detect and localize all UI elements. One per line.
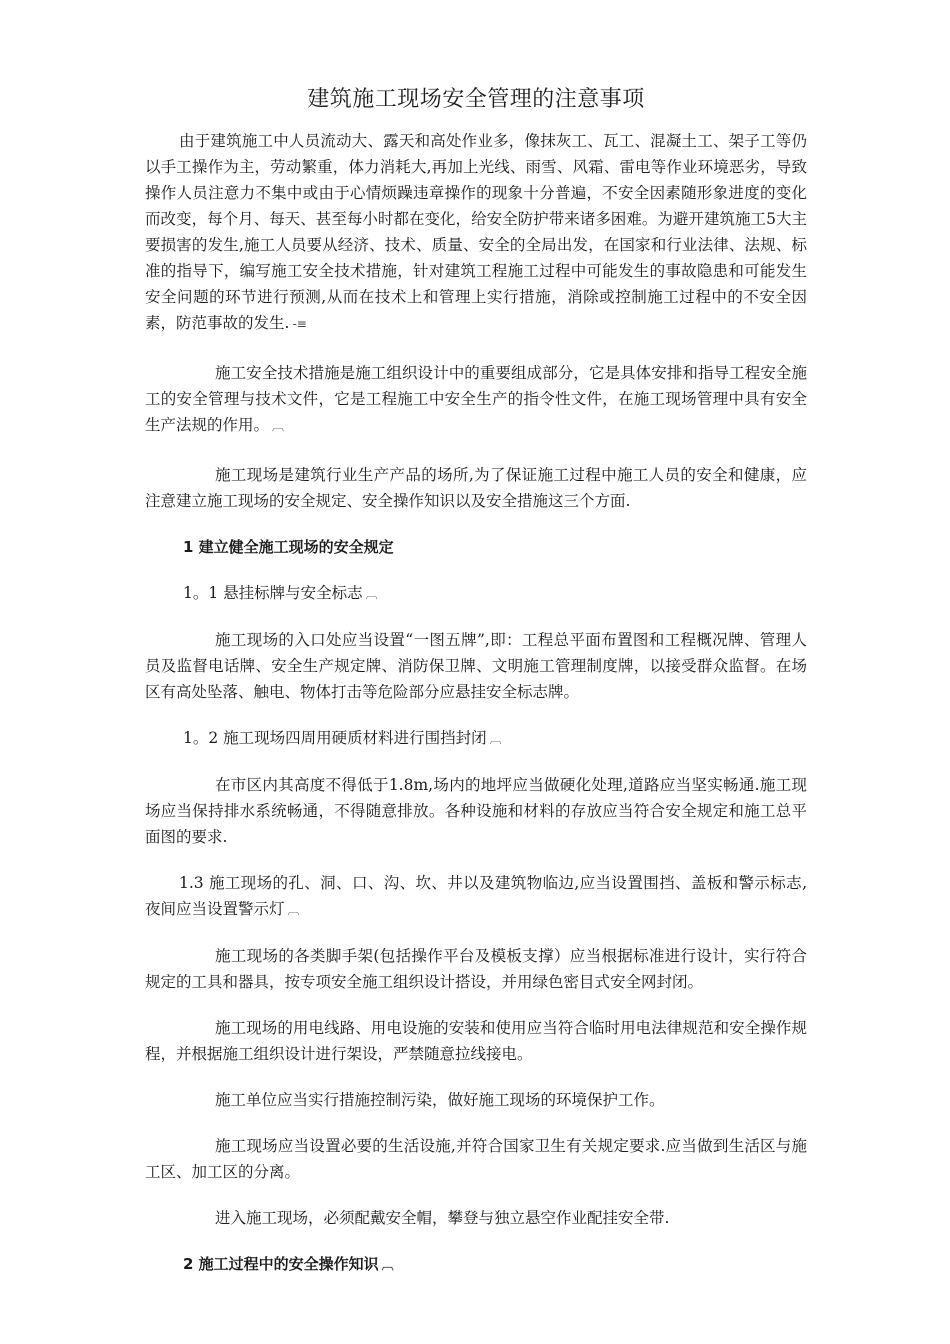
paragraph-mark-icon: ︹ bbox=[272, 419, 285, 433]
subsection-1-3 bbox=[145, 870, 807, 923]
subsection-1-1 bbox=[145, 580, 807, 607]
paragraph-mark-icon: ︹ bbox=[365, 587, 378, 601]
subsection-1-2-text: 1。2 施工现场四周用硬质材料进行围挡封闭 bbox=[183, 729, 487, 747]
paragraph-8: 施工现场的用电线路、用电设施的安装和使用应当符合临时用电法律规范和安全操作规程，并根据施工组织设计进行架设，严禁随意拉线接电。 bbox=[145, 1019, 807, 1063]
paragraph-2 bbox=[145, 360, 807, 439]
document-page bbox=[145, 70, 807, 1278]
intro-paragraph bbox=[145, 128, 807, 337]
paragraph-2-text: 施工安全技术措施是施工组织设计中的重要组成部分，它是具体安排和指导工程安全施工的安全管理与技术文件，它是工程施工中安全生产的指令性文件，在施工现场管理中具有安全生产法规的作用。 bbox=[145, 364, 807, 434]
paragraph-10: 施工现场应当设置必要的生活设施,并符合国家卫生有关规定要求.应当做到生活区与施工区、加工区的分离。 bbox=[145, 1137, 807, 1181]
paragraph-4: 施工现场的入口处应当设置“一图五牌”,即：工程总平面布置图和工程概况牌、管理人员及监督电话牌、安全生产规定牌、消防保卫牌、文明施工管理制度牌，以接受群众监督。在场区有高处坠落、触电、物体打击等危险部分应悬挂安全标志牌。 bbox=[145, 631, 807, 701]
paragraph-11: 进入施工现场，必须配戴安全帽，攀登与独立悬空作业配挂安全带. bbox=[215, 1209, 670, 1227]
document-title: 建筑施工现场安全管理的注意事项 bbox=[307, 87, 645, 112]
paragraph-mark-icon: ︹ bbox=[287, 903, 300, 917]
section-heading-1: 1 建立健全施工现场的安全规定 bbox=[183, 538, 394, 556]
section-heading-2-text: 2 施工过程中的安全操作知识 bbox=[183, 1255, 379, 1273]
paragraph-7: 施工现场的各类脚手架(包括操作平台及模板支撑）应当根据标准进行设计，实行符合规定的工具和器具，按专项安全施工组织设计搭设，并用绿色密目式安全网封闭。 bbox=[145, 947, 807, 991]
paragraph-mark-icon: -≡ bbox=[292, 317, 307, 331]
paragraph-mark-icon: ︹ bbox=[489, 732, 502, 746]
subsection-1-3-text: 1.3 施工现场的孔、洞、口、沟、坎、井以及建筑物临边,应当设置围挡、盖板和警示标志,夜间应当设置警示灯 bbox=[145, 874, 807, 918]
intro-text: 由于建筑施工中人员流动大、露天和高处作业多，像抹灰工、瓦工、混凝土工、架子工等仍以手工操作为主，劳动繁重，体力消耗大,再加上光线、雨雪、风霜、雷电等作业环境恶劣，导致操作人员注意力不集中或由于心情烦躁违章操作的现象十分普遍，不安全因素随形象进度的变化而改变，每个月、每天、甚至每小时都在变化，给安全防护带来诸多困难。为避开建筑施工5大主要损害的发生,施工人员要从经济、技术、质量、安全的全局出发，在国家和行业法律、法规、标准的指导下，编写施工安全技术措施，针对建筑工程施工过程中可能发生的事故隐患和可能发生安全问题的环节进行预测,从而在技术上和管理上实行措施，消除或控制施工过程中的不安全因素，防范事故的发生. bbox=[145, 132, 807, 332]
subsection-1-2 bbox=[145, 725, 807, 752]
paragraph-9: 施工单位应当实行措施控制污染，做好施工现场的环境保护工作。 bbox=[215, 1091, 665, 1109]
paragraph-5: 在市区内其高度不得低于1.8m,场内的地坪应当做硬化处理,道路应当坚实畅通.施工现场应当保持排水系统畅通，不得随意排放。各种设施和材料的存放应当符合安全规定和施工总平面图的要求. bbox=[145, 776, 807, 846]
subsection-1-1-text: 1。1 悬挂标牌与安全标志 bbox=[183, 584, 363, 602]
section-heading-2 bbox=[145, 1251, 807, 1278]
paragraph-mark-icon: ︹ bbox=[381, 1258, 394, 1272]
paragraph-3: 施工现场是建筑行业生产产品的场所,为了保证施工过程中施工人员的安全和健康，应注意建立施工现场的安全规定、安全操作知识以及安全措施这三个方面. bbox=[145, 466, 807, 510]
